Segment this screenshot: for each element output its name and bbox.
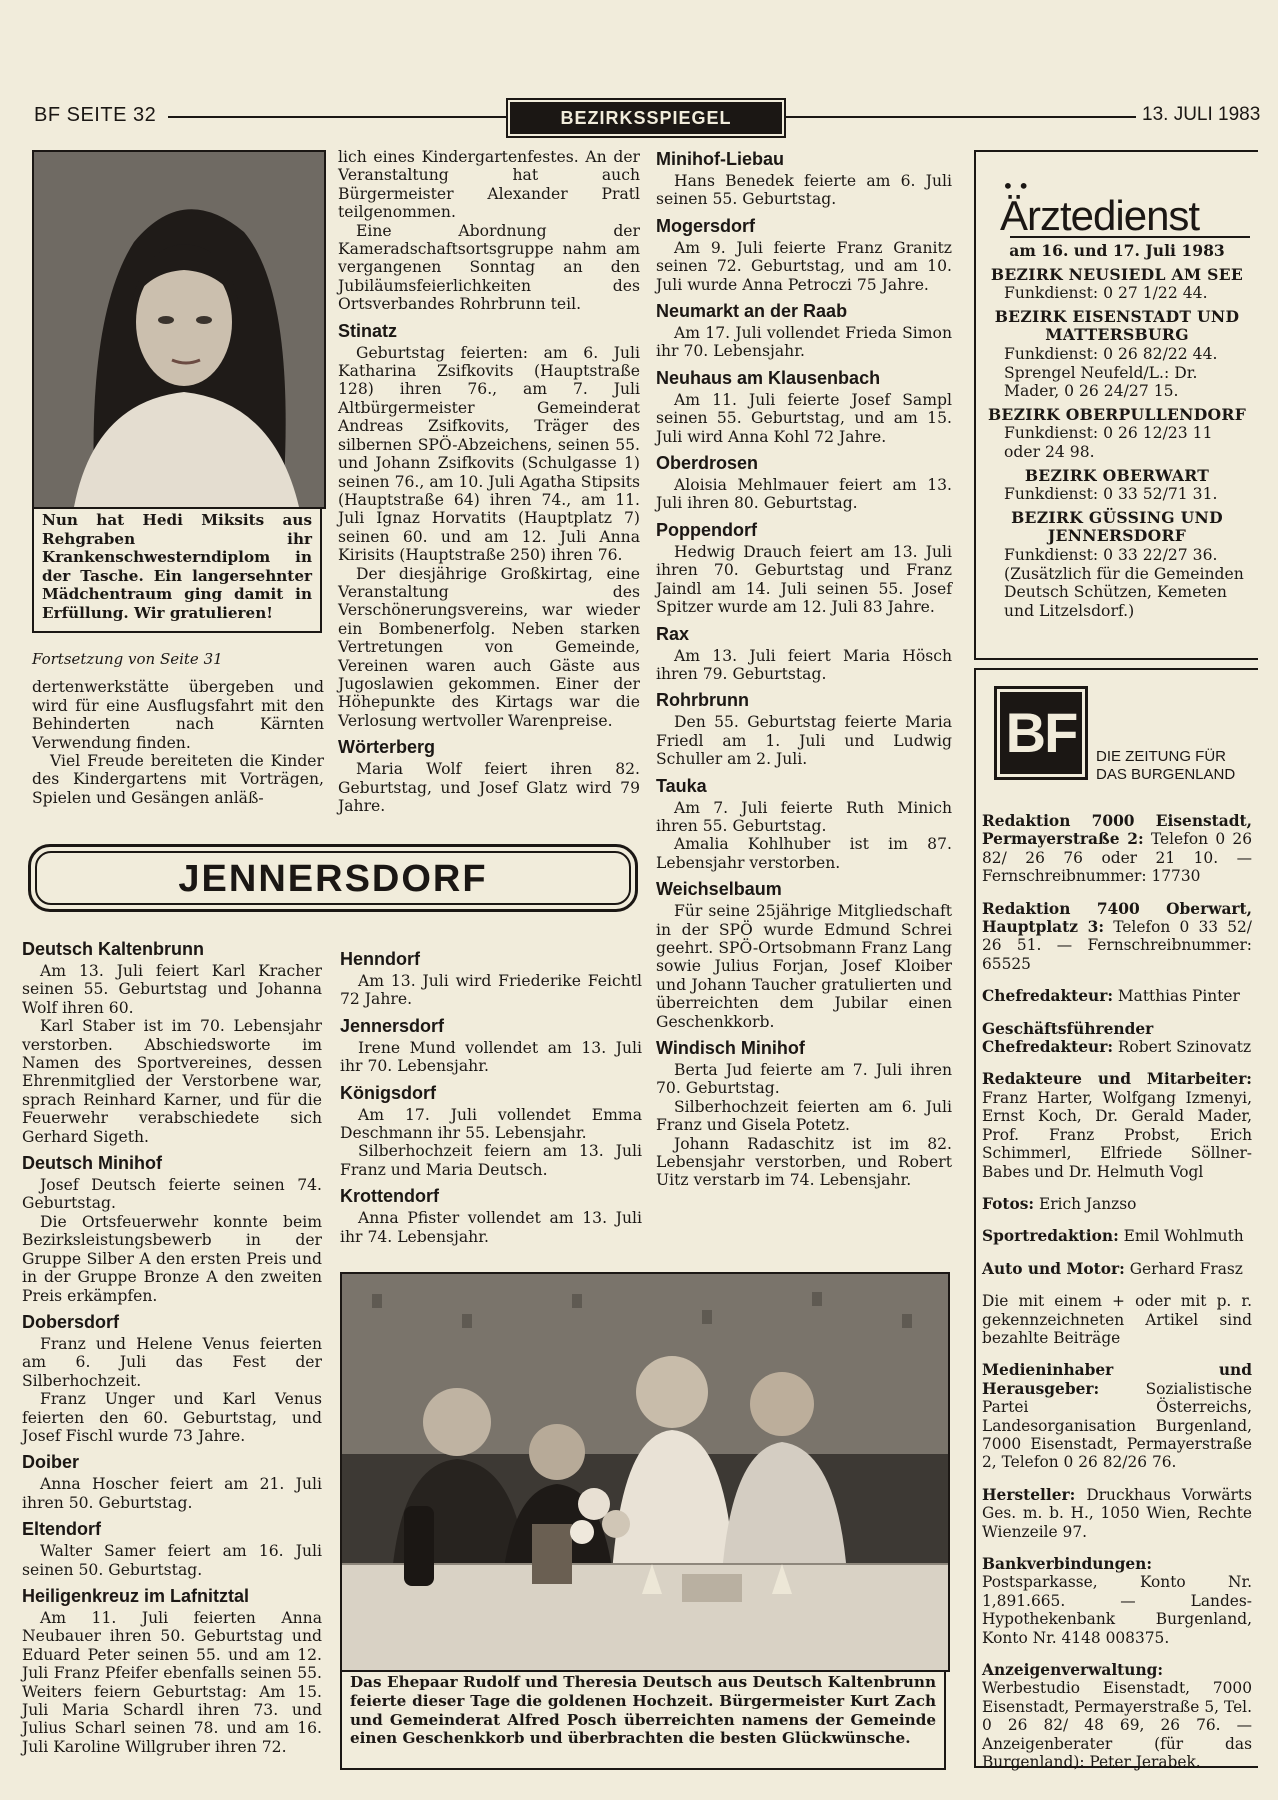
village-heading: Henndorf <box>340 949 420 969</box>
bf-logo: BF <box>1000 692 1082 774</box>
paragraph: Am 11. Juli feierten Anna Neubauer ihren 50. Geburtstag und Eduard Peter seinen 55. und am 12. Juli Franz Pfeifer ebenfalls seinen 55. Weiters feiern Geburtstag: Am 15. Juli Maria Schardl ihren 73. und Julius Scharl seinen 78. und am 16. Juli Karoline Willgruber ihren 72. <box>22 1608 322 1756</box>
impressum-label: Redaktion 7000 Eisenstadt, Permayerstraße 2: <box>982 812 1252 849</box>
village-heading: Königsdorf <box>340 1082 436 1103</box>
portrait-photo <box>32 150 326 509</box>
paragraph: Die Ortsfeuerwehr konnte beim Bezirksleistungsbewerb in der Gruppe Silber A den ersten Preis und in der Gruppe Bronze A den zweiten Preis erkämpfen. <box>22 1212 322 1305</box>
paragraph: Viel Freude bereiteten die Kinder des Kindergartens mit Vorträgen, Spielen und Gesängen anläß- <box>32 752 324 807</box>
paragraph: Am 17. Juli vollendet Frieda Simon ihr 70. Lebensjahr. <box>656 324 952 361</box>
village-heading: Deutsch Minihof <box>22 1153 162 1174</box>
impressum-entry <box>982 1260 1252 1278</box>
impressum-label: Anzeigenverwaltung: <box>982 1661 1164 1680</box>
paragraph: Anna Hoscher feiert am 21. Juli ihren 50. Geburtstag. <box>22 1475 322 1512</box>
impressum-entry <box>982 1227 1252 1245</box>
impressum-entry <box>982 1020 1252 1057</box>
impressum-label: Fotos: <box>982 1194 1035 1213</box>
column-2-bottom <box>340 948 642 1246</box>
paragraph: Silberhochzeit feierten am 6. Juli Franz und Gisela Potetz. <box>656 1097 952 1135</box>
village-heading: Mogersdorf <box>656 215 755 236</box>
paragraph: Am 13. Juli feiert Karl Kracher seinen 55. Geburtstag und Johanna Wolf ihren 60. <box>22 962 322 1017</box>
impressum-entry <box>982 1195 1252 1213</box>
tagline-line: DAS BURGENLAND <box>1096 766 1236 783</box>
continuation-text <box>32 650 324 807</box>
paragraph: Irene Mund vollendet am 13. Juli ihr 70. Lebensjahr. <box>340 1038 642 1076</box>
group-photo <box>340 1272 950 1672</box>
impressum-label: Redakteure und Mitarbeiter: <box>982 1070 1252 1089</box>
impressum-value: Telefon 0 26 82/ 26 76 oder 21 10. — Fernschreibnummer: 17730 <box>982 830 1252 886</box>
impressum-entry <box>982 1292 1252 1347</box>
district-name: BEZIRK OBERWART <box>1024 465 1210 485</box>
district-name: BEZIRK EISENSTADT UND MATTERSBURG <box>994 306 1240 345</box>
village-heading: Heiligenkreuz im Lafnitztal <box>22 1585 250 1606</box>
village-heading: Krottendorf <box>340 1186 439 1207</box>
impressum-value: Werbestudio Eisenstadt, 7000 Eisenstadt, Permayerstraße 5, Tel. 0 26 82/ 48 69, 26 76. — Anzeigenberater (für das Burgenland): Peter Jerabek. <box>982 1679 1252 1772</box>
village-heading: Weichselbaum <box>656 879 782 900</box>
title-rule <box>1010 236 1250 238</box>
paragraph: Am 9. Juli feierte Franz Granitz seinen 72. Geburtstag, und am 10. Juli wurde Anna Petroczi 75 Jahre. <box>656 238 952 294</box>
section-title: BEZIRKSSPIEGEL <box>510 102 782 134</box>
impressum-entry <box>982 1555 1252 1647</box>
village-heading: Minihof-Liebau <box>656 149 784 169</box>
paragraph: Franz Unger und Karl Venus feierten den 60. Geburtstag, und Josef Fischl wurde 73 Jahre. <box>22 1390 322 1445</box>
newspaper-tagline <box>1096 748 1235 784</box>
portrait-caption: Nun hat Hedi Miksits aus Rehgraben ihr Krankenschwesterndiplom in der Tasche. Ein langersehnter Mädchentraum ging damit in Erfüllung. Wir gratulieren! <box>32 507 322 633</box>
paragraph: Für seine 25jährige Mitgliedschaft in der SPÖ wurde Edmund Schrei geehrt. SPÖ-Ortsobmann Franz Lang sowie Julius Forjan, Josef Kloiber und Johann Taucher gratulierten und überreichten dem Jubilar einen Geschenkkorb. <box>656 902 952 1031</box>
village-heading: Dobersdorf <box>22 1311 120 1332</box>
village-heading: Jennersdorf <box>340 1015 445 1036</box>
paragraph: Josef Deutsch feierte seinen 74. Geburtstag. <box>22 1176 322 1213</box>
impressum-value: Gerhard Frasz <box>1124 1259 1243 1278</box>
district-banner <box>28 844 638 912</box>
impressum-label: Sportredaktion: <box>982 1227 1119 1246</box>
paragraph: Hans Benedek feierte am 6. Juli seinen 55. Geburtstag. <box>656 172 952 209</box>
village-heading: Tauka <box>656 775 707 796</box>
impressum-label: Chefredakteur: <box>982 987 1114 1006</box>
village-heading: Windisch Minihof <box>656 1038 805 1058</box>
district-name: BEZIRK NEUSIEDL AM SEE <box>990 264 1244 284</box>
district-name: BEZIRK OBERPULLENDORF <box>987 404 1247 424</box>
impressum-label: Auto und Motor: <box>982 1259 1125 1278</box>
impressum-entry <box>982 812 1252 886</box>
village-heading: Poppendorf <box>656 519 757 540</box>
impressum-label: Redaktion 7400 Oberwart, Hauptplatz 3: <box>982 899 1252 937</box>
impressum-value: Sozialistische Partei Österreichs, Landesorganisation Burgenland, 7000 Eisenstadt, Permayerstraße 2, Telefon 0 26 82/26 76. <box>982 1379 1252 1472</box>
district-banner-title: JENNERSDORF <box>35 851 631 905</box>
impressum-entry <box>982 1361 1252 1471</box>
impressum-value: Emil Wohlmuth <box>1118 1227 1244 1246</box>
paragraph: Eine Abordnung der Kameradschaftsortsgruppe nahm am vergangenen Sonntag an den Jubiläumsfeierlichkeiten des Ortsverbandes Rohrbrunn teil. <box>338 221 640 314</box>
header-rule-left <box>168 116 508 118</box>
doctors-duty-list <box>984 242 1250 620</box>
issue-date: 13. JULI 1983 <box>1142 104 1261 125</box>
paragraph: Silberhochzeit feiern am 13. Juli Franz und Maria Deutsch. <box>340 1142 642 1179</box>
impressum-value: Die mit einem + oder mit p. r. gekennzeichneten Artikel sind bezahlte Beiträge <box>982 1292 1252 1347</box>
page-label: BF SEITE 32 <box>34 104 157 126</box>
paragraph: Karl Staber ist im 70. Lebensjahr verstorben. Abschiedsworte im Namen des Sportvereines, dessen Ehrenmitglied der Verstorbene war, sprach Reinhard Karner, und für die Feuerwehr verabschiedete sich Gerhard Sigeth. <box>22 1017 322 1146</box>
impressum-entry <box>982 1661 1252 1771</box>
village-heading: Oberdrosen <box>656 453 759 474</box>
paragraph: Der diesjährige Großkirtag, eine Veranstaltung des Verschönerungsvereins, war wieder ein Bombenerfolg. Neben starken Vertretungen von Gemeinde, Vereinen waren auch Gäste aus Jugoslawien gekommen. Einer der Höhepunkte des Kirtags war die Verlosung wertvoller Warenpreise. <box>338 564 640 730</box>
paragraph: Am 17. Juli vollendet Emma Deschmann ihr 55. Lebensjahr. <box>340 1105 642 1143</box>
impressum-label: Bankverbindungen: <box>982 1555 1153 1573</box>
impressum-value: Matthias Pinter <box>1113 987 1240 1006</box>
paragraph: Anna Pfister vollendet am 13. Juli ihr 74. Lebensjahr. <box>340 1209 642 1246</box>
header-rule-right <box>786 116 1136 118</box>
paragraph: Aloisia Mehlmauer feiert am 13. Juli ihren 80. Geburtstag. <box>656 476 952 513</box>
impressum-label: Hersteller: <box>982 1485 1076 1504</box>
duty-dates: am 16. und 17. Juli 1983 <box>1009 241 1225 260</box>
paragraph: Franz und Helene Venus feierten am 6. Juli das Fest der Silberhochzeit. <box>22 1334 322 1390</box>
village-heading: Rax <box>656 623 690 644</box>
district-name: BEZIRK GÜSSING UND JENNERSDORF <box>1011 507 1223 546</box>
column-2 <box>338 148 640 815</box>
paragraph: Amalia Kohlhuber ist im 87. Lebensjahr verstorben. <box>656 835 952 872</box>
umlaut-dots: •• <box>1002 174 1034 198</box>
impressum-value: Druckhaus Vorwärts Ges. m. b. H., 1050 Wien, Rechte Wienzeile 97. <box>982 1485 1252 1541</box>
village-heading: Eltendorf <box>22 1519 101 1540</box>
paragraph: Hedwig Drauch feiert am 13. Juli ihren 70. Geburtstag und Franz Jaindl am 14. Juli seinen 55. Josef Spitzer wurde am 12. Juli 83 Jahre. <box>656 542 952 617</box>
paragraph: Am 13. Juli feiert Maria Hösch ihren 79. Geburtstag. <box>656 646 952 683</box>
impressum-value: Erich Janzso <box>1034 1194 1137 1213</box>
impressum-entry <box>982 900 1252 974</box>
duty-line: Funkdienst: 0 27 1/22 44. <box>1004 284 1208 303</box>
impressum-entry <box>982 1486 1252 1541</box>
village-heading: Rohrbrunn <box>656 690 749 711</box>
village-heading: Wörterberg <box>338 737 436 758</box>
duty-line: Funkdienst: 0 33 52/71 31. <box>1004 485 1218 504</box>
paragraph: Berta Jud feierte am 7. Juli ihren 70. Geburtstag. <box>656 1061 952 1098</box>
paragraph: Am 13. Juli wird Friederike Feichtl 72 Jahre. <box>340 972 642 1009</box>
column-1-bottom <box>22 938 322 1756</box>
impressum-value: Postsparkasse, Konto Nr. 1,891.665. — Landes-Hypothekenbank Burgenland, Konto Nr. 4148 008375. <box>982 1573 1252 1647</box>
paragraph: dertenwerkstätte übergeben und wird für eine Ausflugsfahrt mit den Behinderten nach Kärnten Verwendung finden. <box>32 678 324 752</box>
paragraph: Walter Samer feiert am 16. Juli seinen 50. Geburtstag. <box>22 1542 322 1579</box>
duty-line: (Zusätzlich für die Gemeinden Deutsch Schützen, Kemeten und Litzelsdorf.) <box>1004 564 1244 620</box>
continuation-note: Fortsetzung von Seite 31 <box>32 650 223 668</box>
paragraph: Geburtstag feierten: am 6. Juli Katharina Zsifkovits (Hauptstraße 128) ihren 76., am 7. Juli Altbürgermeister Gemeinderat Andreas Zsifkovits, Träger des silbernen SPÖ-Abzeichens, seinen 55. und Johann Zsifkovits (Schulgasse 1) seinen 76., am 10. Juli Agatha Stipsits (Hauptstraße 64) ihren 74., am 11. Juli Ignaz Horvatits (Hauptplatz 7) seinen 60. und am 12. Juli Anna Kirisits (Hauptstraße 250) ihren 76. <box>338 343 640 565</box>
impressum-entry <box>982 987 1252 1005</box>
column-3 <box>656 148 952 1190</box>
village-heading: Doiber <box>22 1452 80 1473</box>
impressum-text <box>982 812 1252 1785</box>
paragraph: Den 55. Geburtstag feierte Maria Friedl am 1. Juli und Ludwig Schuller am 2. Juli. <box>656 713 952 769</box>
paragraph: Am 7. Juli feierte Ruth Minich ihren 55. Geburtstag. <box>656 798 952 835</box>
duty-line: Funkdienst: 0 33 22/27 36. <box>1004 545 1218 564</box>
duty-line: Sprengel Neufeld/L.: Dr. Mader, 0 26 24/27 15. <box>1004 363 1198 401</box>
tagline-line: DIE ZEITUNG FÜR <box>1096 748 1226 765</box>
impressum-label: Geschäftsführender Chefredakteur: <box>982 1019 1154 1057</box>
impressum-value: Telefon 0 33 52/ 26 51. — Fernschreibnummer: 65525 <box>982 918 1252 973</box>
impressum-entry <box>982 1070 1252 1180</box>
village-heading: Neumarkt an der Raab <box>656 301 848 322</box>
village-heading: Stinatz <box>338 320 398 341</box>
paragraph: Maria Wolf feiert ihren 82. Geburtstag, und Josef Glatz wird 79 Jahre. <box>338 760 640 815</box>
village-heading: Neuhaus am Klausenbach <box>656 367 881 388</box>
duty-line: Funkdienst: 0 26 12/23 11 oder 24 98. <box>1004 424 1213 461</box>
group-photo-caption: Das Ehepaar Rudolf und Theresia Deutsch aus Deutsch Kaltenbrunn feierte dieser Tage die goldenen Hochzeit. Bürgermeister Kurt Zach und Gemeinderat Alfred Posch überreichten namens der Gemeinde einen Geschenkkorb und überbrachten die besten Glückwünsche. <box>340 1670 946 1770</box>
doctors-duty-title: Ärztedienst <box>1000 192 1200 239</box>
paragraph: Johann Radaschitz ist im 82. Lebensjahr verstorben, und Robert Uitz verstarb im 74. Lebensjahr. <box>656 1134 952 1190</box>
paragraph: Am 11. Juli feierte Josef Sampl seinen 55. Geburtstag, und am 15. Juli wird Anna Kohl 72 Jahre. <box>656 390 952 446</box>
impressum-value: Robert Szinovatz <box>1113 1038 1252 1057</box>
village-heading: Deutsch Kaltenbrunn <box>22 939 205 959</box>
paragraph: lich eines Kindergartenfestes. An der Veranstaltung hat auch Bürgermeister Alexander Pratl teilgenommen. <box>338 148 640 222</box>
impressum-label: Medieninhaber und Herausgeber: <box>982 1361 1252 1398</box>
duty-line: Funkdienst: 0 26 82/22 44. <box>1004 344 1218 363</box>
impressum-value: Franz Harter, Wolfgang Izmenyi, Ernst Koch, Dr. Gerald Mader, Prof. Franz Probst, Erich Schimmerl, Elfriede Söllner-Babes und Dr. Helmuth Vogl <box>982 1088 1252 1181</box>
